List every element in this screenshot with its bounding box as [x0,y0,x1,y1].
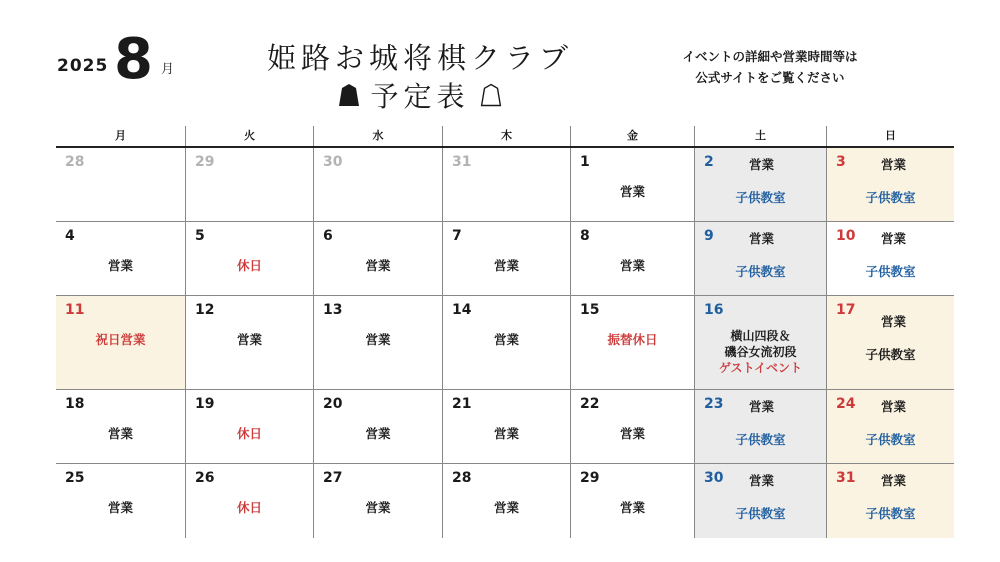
status-open: 営業 [365,500,391,515]
day-cell-16 [694,296,826,390]
day-cell-26 [185,464,313,538]
status-open: 営業 [493,258,519,273]
event-line-1: 横山四段＆ [730,329,791,343]
day-number: 11 [65,302,85,318]
kids-class: 子供教室 [735,506,786,521]
day-number: 12 [195,302,215,318]
status-open: 営業 [749,231,775,246]
kids-class: 子供教室 [865,347,916,362]
status-open: 営業 [365,332,391,347]
status-open: 営業 [107,258,133,273]
status-open: 営業 [881,314,907,329]
day-number: 6 [323,228,333,244]
month-suffix: 月 [161,62,175,77]
status-closed: 休日 [236,258,262,273]
day-cell-10 [826,222,954,296]
day-cell-6 [313,222,442,296]
day-number: 22 [580,396,600,412]
weekday-header [56,126,954,148]
day-cell-12 [185,296,313,390]
kids-class: 子供教室 [865,190,916,205]
status-open: 営業 [881,157,907,172]
day-cell-20 [313,390,442,464]
day-cell-2 [694,148,826,222]
day-cell-8 [570,222,694,296]
day-cell-29 [570,464,694,538]
day-number: 30 [704,470,724,486]
shogi-piece-outline-icon [480,83,502,107]
status-open: 営業 [493,500,519,515]
status-open: 営業 [619,258,645,273]
day-number: 7 [452,228,462,244]
weekday-wed: 水 [313,126,442,146]
day-number: 1 [580,154,590,170]
day-cell-28 [442,464,570,538]
day-cell-1 [570,148,694,222]
day-number: 28 [452,470,472,486]
status-open: 営業 [619,184,645,199]
day-cell-21 [442,390,570,464]
status-open: 営業 [619,426,645,441]
weekday-thu: 木 [442,126,570,146]
day-number: 26 [195,470,215,486]
day-cell-30 [694,464,826,538]
weekday-mon: 月 [115,129,126,142]
calendar-grid [56,148,954,538]
day-cell-5 [185,222,313,296]
day-cell-15 [570,296,694,390]
status-open: 営業 [749,157,775,172]
status-closed: 休日 [236,426,262,441]
status-open: 営業 [493,332,519,347]
day-cell-4 [56,222,185,296]
status-open: 営業 [749,473,775,488]
status-open: 営業 [365,258,391,273]
kids-class: 子供教室 [865,506,916,521]
day-number: 29 [580,470,600,486]
day-number: 5 [195,228,205,244]
event-line-3: ゲストイベント [719,361,802,375]
status-open: 営業 [749,399,775,414]
day-cell-22 [570,390,694,464]
day-number: 9 [704,228,714,244]
status-open: 営業 [619,500,645,515]
kids-class: 子供教室 [865,432,916,447]
day-number: 29 [195,154,215,170]
day-number: 4 [65,228,75,244]
day-number: 25 [65,470,85,486]
weekday-tue: 火 [185,126,313,146]
day-number: 17 [836,302,856,318]
status-open: 営業 [493,426,519,441]
day-number: 13 [323,302,343,318]
status-open: 営業 [881,399,907,414]
day-number: 31 [836,470,856,486]
calendar [56,126,954,538]
day-cell-31 [826,464,954,538]
weekday-fri: 金 [570,126,694,146]
day-cell-prev-30 [313,148,442,222]
notice-line-1: イベントの詳細や営業時間等は [682,49,858,64]
day-cell-17 [826,296,954,390]
month-number: 8 [114,27,153,92]
day-cell-prev-29 [185,148,313,222]
day-number: 27 [323,470,343,486]
day-cell-18 [56,390,185,464]
status-open: 営業 [365,426,391,441]
day-cell-25 [56,464,185,538]
weekday-sat: 土 [694,126,826,146]
day-number: 28 [65,154,85,170]
status-open: 営業 [107,500,133,515]
guest-event [695,328,826,376]
day-number: 8 [580,228,590,244]
day-cell-11 [56,296,185,390]
day-number: 19 [195,396,215,412]
status-substitute-holiday: 振替休日 [607,332,658,347]
day-cell-3 [826,148,954,222]
notice-line-2: 公式サイトをご覧ください [695,70,845,85]
shogi-piece-filled-icon [338,83,360,107]
day-cell-14 [442,296,570,390]
day-number: 20 [323,396,343,412]
day-cell-23 [694,390,826,464]
day-number: 3 [836,154,846,170]
day-number: 10 [836,228,856,244]
notice [640,46,900,88]
kids-class: 子供教室 [735,264,786,279]
day-number: 16 [704,302,724,318]
weekday-sun: 日 [826,126,954,146]
day-cell-19 [185,390,313,464]
status-open: 営業 [881,473,907,488]
day-number: 14 [452,302,472,318]
day-number: 2 [704,154,714,170]
day-cell-27 [313,464,442,538]
status-closed: 休日 [236,500,262,515]
kids-class: 子供教室 [735,190,786,205]
event-line-2: 磯谷女流初段 [724,345,797,359]
schedule-subtitle: 予定表 [370,80,470,113]
day-cell-9 [694,222,826,296]
status-open: 営業 [236,332,262,347]
day-cell-prev-31 [442,148,570,222]
day-number: 15 [580,302,600,318]
club-title: 姫路お城将棋クラブ [266,41,573,75]
day-number: 21 [452,396,472,412]
day-number: 18 [65,396,85,412]
day-cell-7 [442,222,570,296]
day-number: 31 [452,154,472,170]
day-cell-13 [313,296,442,390]
day-cell-prev-28 [56,148,185,222]
kids-class: 子供教室 [735,432,786,447]
kids-class: 子供教室 [865,264,916,279]
status-holiday-open: 祝日営業 [95,332,146,347]
day-number: 30 [323,154,343,170]
subtitle-row [300,78,540,112]
day-number: 24 [836,396,856,412]
day-number: 23 [704,396,724,412]
year: 2025 [57,56,109,76]
day-cell-24 [826,390,954,464]
status-open: 営業 [107,426,133,441]
status-open: 営業 [881,231,907,246]
